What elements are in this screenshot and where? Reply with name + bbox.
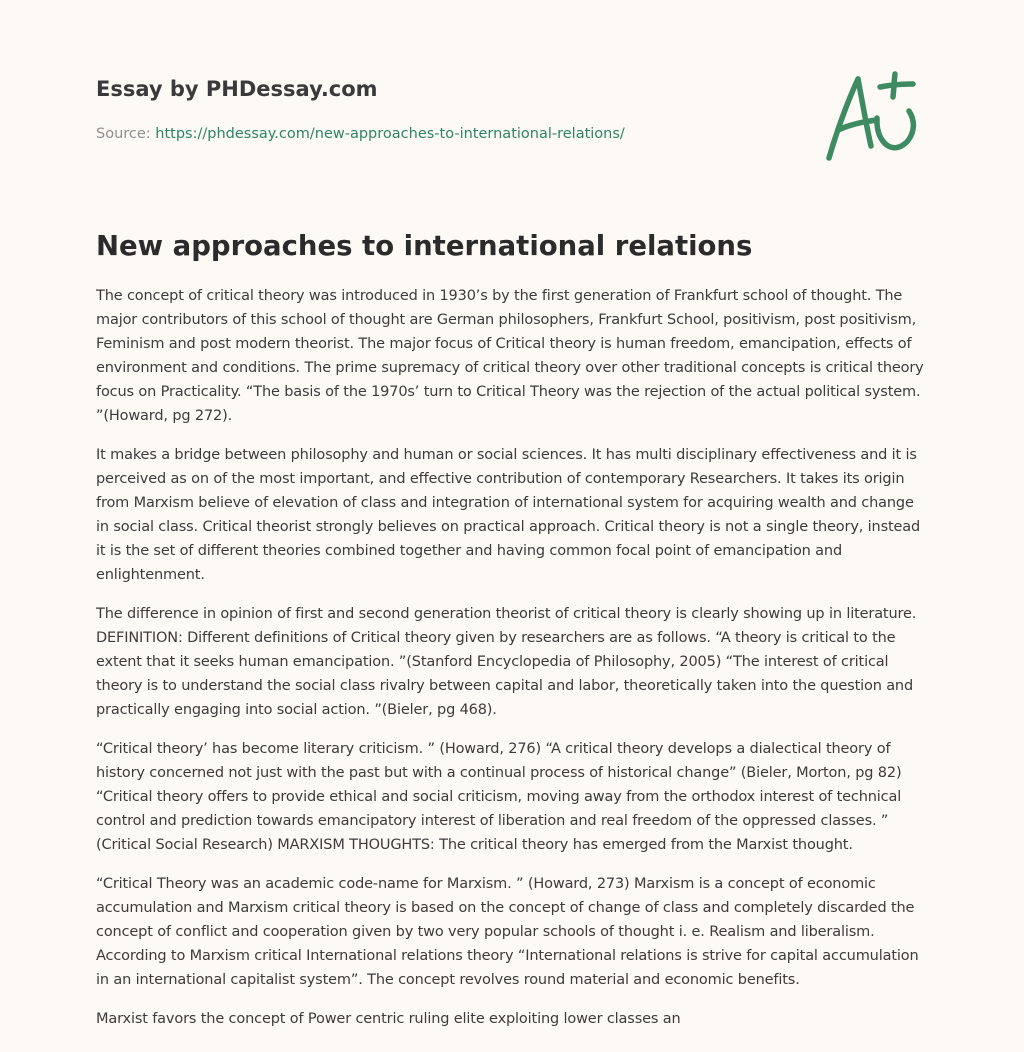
a-plus-grade-icon: [822, 68, 926, 164]
brand-title: Essay by PHDessay.com: [96, 77, 378, 101]
essay-paragraph: Marxist favors the concept of Power centric ruling elite exploiting lower classes an: [96, 1011, 681, 1027]
essay-paragraph: “Critical Theory was an academic code-name for Marxism. ” (Howard, 273) Marxism is a concept of economic accumulation and Marxism critical theory is based on the concept of change of class and completely discarded the concept of conflict and cooperation given by two very popular schools of thought i. e. Realism and liberalism. According to Marxism critical International relations theory “International relations is strive for capital accumulation in an international capitalist system”. The concept revolves round material and economic benefits.: [96, 876, 919, 988]
source-link[interactable]: https://phdessay.com/new-approaches-to-international-relations/: [155, 126, 625, 142]
essay-paragraph: “Critical theory’ has become literary criticism. ” (Howard, 276) “A critical theory develops a dialectical theory of history concerned not just with the past but with a continual process of historical change” (Bieler, Morton, pg 82) “Critical theory offers to provide ethical and social criticism, moving away from the orthodox interest of technical control and prediction towards emancipatory interest of liberation and real freedom of the oppressed classes. ” (Critical Social Research) MARXISM THOUGHTS: The critical theory has emerged from the Marxist thought.: [96, 741, 902, 853]
essay-body: [96, 284, 930, 1046]
page-header: [96, 74, 796, 144]
source-line: [96, 124, 796, 144]
essay-paragraph: The difference in opinion of first and second generation theorist of critical theory is clearly showing up in literature. DEFINITION: Different definitions of Critical theory given by researchers are as follows. “A theory is critical to the extent that it seeks human emancipation. ”(Stanford Encyclopedia of Philosophy, 2005) “The interest of critical theory is to understand the social class rivalry between capital and labor, theoretically taken into the question and practically engaging into social action. ”(Bieler, pg 468).: [96, 606, 917, 718]
essay-title: New approaches to international relations: [96, 230, 753, 262]
source-label: Source:: [96, 126, 151, 142]
essay-paragraph: The concept of critical theory was introduced in 1930’s by the first generation of Frankfurt school of thought. The major contributors of this school of thought are German philosophers, Frankfurt School, positivism, post positivism, Feminism and post modern theorist. The major focus of Critical theory is human freedom, emancipation, effects of environment and conditions. The prime supremacy of critical theory over other traditional concepts is critical theory focus on Practicality. “The basis of the 1970s’ turn to Critical Theory was the rejection of the actual political system. ”(Howard, pg 272).: [96, 288, 924, 424]
essay-paragraph: It makes a bridge between philosophy and human or social sciences. It has multi disciplinary effectiveness and it is perceived as on of the most important, and effective contribution of contemporary Researchers. It takes its origin from Marxism believe of elevation of class and integration of international system for acquiring wealth and change in social class. Critical theorist strongly believes on practical approach. Critical theory is not a single theory, instead it is the set of different theories combined together and having common focal point of emancipation and enlightenment.: [96, 447, 921, 583]
